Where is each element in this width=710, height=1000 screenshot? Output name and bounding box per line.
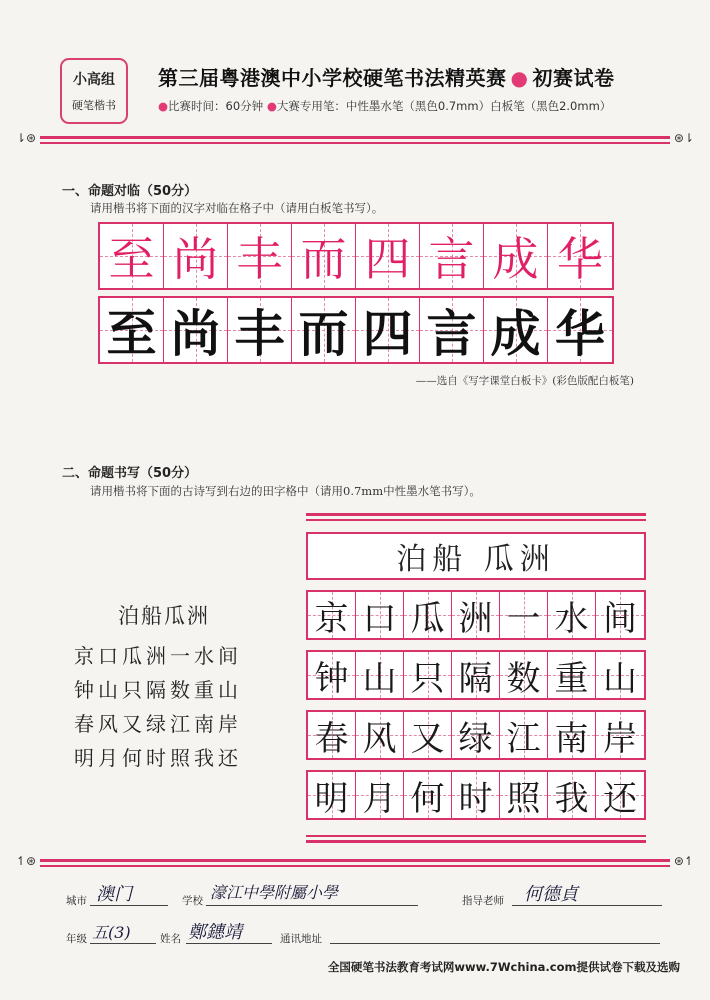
poem-title: 泊船瓜洲 — [118, 604, 210, 628]
grid-cell — [228, 298, 292, 362]
model-char: 言 — [428, 232, 475, 286]
grade-value: 五(3) — [92, 923, 131, 942]
written-title: 泊船 瓜洲 — [306, 532, 646, 580]
written-char: 我 — [554, 778, 589, 819]
school-label: 学校 — [182, 895, 203, 907]
model-char: 丰 — [236, 232, 283, 286]
written-char: 风 — [362, 718, 397, 759]
address-line — [330, 943, 660, 944]
grid-cell — [356, 772, 404, 818]
grid-cell — [164, 224, 228, 288]
grid-cell — [292, 298, 356, 362]
bullet-icon: ● — [266, 99, 277, 113]
ornament-icon: ↿⊛ — [16, 854, 37, 868]
bullet-icon: ● — [158, 99, 169, 113]
written-char: 京 — [314, 598, 349, 639]
poem-line: 春风又绿江南岸 — [74, 712, 242, 736]
model-char: 尚 — [172, 232, 219, 286]
written-char: 照 — [506, 778, 541, 819]
model-char: 四 — [364, 232, 411, 286]
worksheet-border — [306, 840, 646, 843]
grid-cell — [308, 592, 356, 638]
copied-char: 丰 — [234, 304, 285, 363]
top-divider — [16, 131, 694, 148]
grid-cell — [548, 652, 596, 698]
grid-cell — [404, 652, 452, 698]
poem-line: 明月何时照我还 — [74, 746, 242, 770]
grid-cell — [356, 224, 420, 288]
page-title — [158, 62, 614, 91]
model-char: 华 — [557, 232, 603, 286]
city-value: 澳门 — [96, 884, 132, 905]
grid-cell — [356, 652, 404, 698]
written-char: 时 — [458, 778, 493, 819]
grid-cell — [420, 224, 484, 288]
written-char: 重 — [554, 658, 589, 699]
worksheet-border — [306, 513, 646, 516]
title-dot-icon: ● — [510, 66, 529, 90]
ornament-icon: ⊛↿ — [673, 854, 694, 868]
grid-cell — [596, 592, 644, 638]
group-badge — [60, 58, 128, 124]
name-label: 姓名 — [160, 933, 181, 945]
grid-cell — [356, 298, 420, 362]
model-char: 成 — [492, 232, 539, 286]
grid-cell — [452, 712, 500, 758]
badge-style: 硬笔楷书 — [72, 99, 116, 113]
written-char: 洲 — [458, 598, 493, 639]
worksheet-border — [306, 519, 646, 521]
written-char: 口 — [362, 598, 397, 639]
grid-cell — [596, 652, 644, 698]
grid-cell — [100, 224, 164, 288]
section2-instruction: 请用楷书将下面的古诗写到右边的田字格中（请用0.7mm中性墨水笔书写）。 — [90, 484, 481, 498]
written-char: 明 — [314, 778, 349, 819]
ornament-icon: ⊛⇂ — [673, 131, 694, 145]
title-suffix: 初赛试卷 — [532, 66, 615, 90]
written-char: 山 — [603, 658, 637, 699]
written-char: 江 — [506, 718, 541, 759]
address-label: 通讯地址 — [280, 933, 322, 945]
exam-pens: 大赛专用笔：中性墨水笔（黑色0.7mm）白板笔（黑色2.0mm） — [276, 99, 612, 113]
ornament-icon: ⇂⊛ — [16, 131, 37, 145]
model-char-grid — [98, 222, 614, 290]
copied-char: 成 — [490, 304, 541, 363]
grid-cell — [596, 712, 644, 758]
written-char: 岸 — [603, 718, 637, 759]
grid-cell — [548, 298, 612, 362]
teacher-value: 何德貞 — [524, 884, 578, 905]
grid-cell — [548, 592, 596, 638]
written-char: 何 — [410, 778, 445, 819]
grid-cell — [484, 298, 548, 362]
grid-cell — [452, 772, 500, 818]
grid-cell — [500, 652, 548, 698]
copied-char: 尚 — [170, 304, 221, 363]
model-char: 而 — [300, 232, 347, 286]
grid-cell — [356, 592, 404, 638]
written-char: 钟 — [314, 658, 349, 699]
written-char: 水 — [554, 598, 589, 639]
grid-cell — [596, 772, 644, 818]
copied-char: 至 — [106, 304, 157, 363]
section1-heading: 一、命题对临（50分） — [62, 184, 198, 199]
grid-cell — [548, 712, 596, 758]
copied-char: 言 — [426, 304, 477, 363]
written-char: 数 — [506, 658, 541, 699]
grid-cell — [500, 592, 548, 638]
grid-cell — [420, 298, 484, 362]
poem-line: 京口瓜洲一水间 — [74, 644, 242, 668]
writing-row — [306, 650, 646, 700]
written-char: 瓜 — [410, 598, 445, 639]
written-char: 月 — [362, 778, 397, 819]
footer-note: 全国硬笔书法教育考试网www.7Wchina.com提供试卷下载及选购 — [327, 960, 680, 974]
grid-cell — [548, 224, 612, 288]
grade-label: 年级 — [66, 933, 87, 945]
model-char: 至 — [108, 232, 155, 286]
grid-cell — [452, 592, 500, 638]
name-value: 鄭鏸靖 — [188, 922, 242, 943]
grid-cell — [308, 772, 356, 818]
grid-cell — [228, 224, 292, 288]
source-note: ——选自《写字课堂白板卡》(彩色版配白板笔) — [415, 375, 634, 387]
grid-cell — [484, 224, 548, 288]
badge-group: 小高组 — [73, 71, 115, 88]
grid-cell — [164, 298, 228, 362]
grid-cell — [404, 712, 452, 758]
written-char: 春 — [314, 718, 349, 759]
writing-row — [306, 770, 646, 820]
section2-heading: 二、命题书写（50分） — [62, 466, 198, 481]
grid-cell — [548, 772, 596, 818]
grid-cell — [308, 712, 356, 758]
written-char: 南 — [554, 718, 589, 759]
grid-cell — [500, 772, 548, 818]
school-value: 濠江中學附屬小學 — [210, 883, 339, 902]
grid-cell — [404, 772, 452, 818]
grid-cell — [500, 712, 548, 758]
bottom-divider — [16, 854, 694, 871]
worksheet-border — [306, 835, 646, 837]
grid-cell — [404, 592, 452, 638]
copied-char: 而 — [298, 304, 349, 363]
copied-char: 四 — [362, 304, 413, 363]
poem-line: 钟山只隔数重山 — [74, 678, 242, 702]
written-char: 一 — [506, 598, 541, 639]
writing-row — [306, 590, 646, 640]
grade-line — [90, 943, 156, 944]
exam-info — [158, 98, 611, 114]
grid-cell — [292, 224, 356, 288]
copied-char-grid — [98, 296, 614, 364]
written-char: 绿 — [458, 718, 493, 759]
school-line — [206, 905, 418, 906]
copied-char: 华 — [555, 304, 605, 363]
written-char: 隔 — [458, 658, 493, 699]
city-label: 城市 — [66, 895, 87, 907]
title-main: 第三届粤港澳中小学校硬笔书法精英赛 — [158, 66, 507, 90]
grid-cell — [308, 652, 356, 698]
exam-time: 比赛时间：60分钟 — [168, 99, 264, 113]
section1-instruction: 请用楷书将下面的汉字对临在格子中（请用白板笔书写）。 — [90, 201, 384, 215]
written-char: 只 — [410, 658, 445, 699]
grid-cell — [452, 652, 500, 698]
writing-row — [306, 710, 646, 760]
grid-cell — [356, 712, 404, 758]
written-char: 山 — [362, 658, 397, 699]
teacher-label: 指导老师 — [462, 895, 504, 907]
written-char: 还 — [603, 778, 637, 819]
grid-cell — [100, 298, 164, 362]
written-char: 间 — [603, 598, 637, 639]
written-char: 又 — [410, 718, 445, 759]
